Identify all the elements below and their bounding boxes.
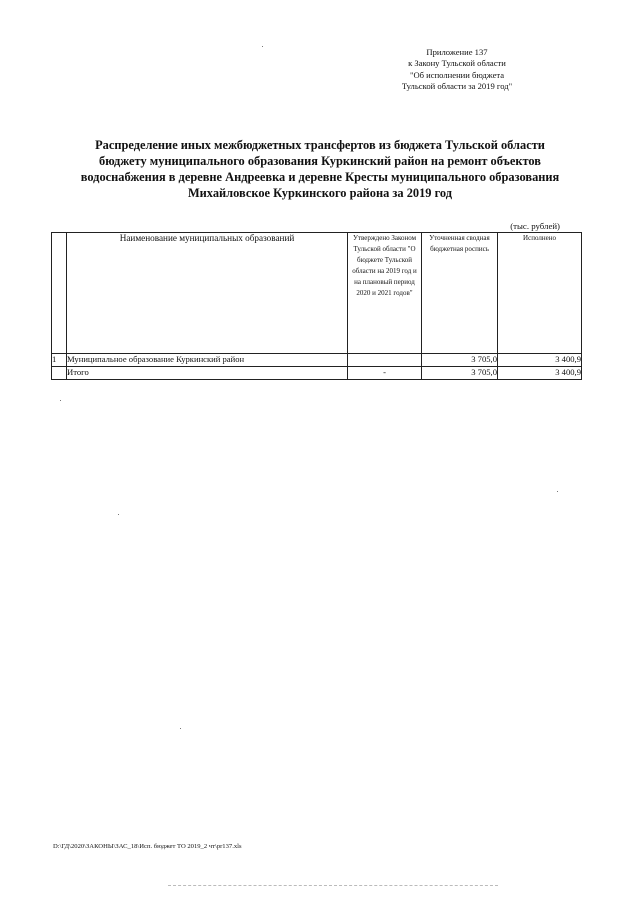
row-number: 1 [52,354,67,367]
header-approved: Утверждено Законом Тульской области "О бюджете Тульской области на 2019 год и на плановый период 2020 и 2021 годов" [348,233,422,354]
total-number [52,367,67,380]
appendix-line-2: к Закону Тульской области [408,58,506,69]
header-name: Наименование муниципальных образований [67,233,348,354]
title-line-3: водоснабжения в деревне Андреевка и деревне Кресты муниципального образования [80,170,560,184]
document-title [60,137,580,201]
total-refined: 3 705,0 [422,367,498,380]
scan-artifact-line [168,885,498,886]
file-path-footer: D:\ГД\2020\ЗАКОНЫ\ЗАС_18\Исп. бюджет ТО 2019_2 чт\pr137.xls [53,843,242,850]
appendix-line-3: "Об исполнении бюджета [409,69,505,80]
table-total-row [52,367,582,380]
title-line-4: Михайловское Куркинского района за 2019 год [187,186,453,200]
scan-speck [118,514,119,515]
total-approved: - [348,367,422,380]
appendix-line-4: Тульской области за 2019 год" [401,80,513,91]
header-number [52,233,67,354]
header-refined: Уточненная сводная бюджетная роспись [422,233,498,354]
units-label: (тыс. рублей) [510,221,560,231]
scan-speck [262,46,263,47]
table-header-row [52,233,582,354]
header-executed: Исполнено [498,233,582,354]
row-refined: 3 705,0 [422,354,498,367]
row-name: Муниципальное образование Куркинский район [67,354,348,367]
title-line-1: Распределение иных межбюджетных трансфертов из бюджета Тульской области [95,138,545,152]
appendix-line-1: Приложение 137 [426,47,488,57]
table-row [52,354,582,367]
scan-speck [557,491,558,492]
total-executed: 3 400,9 [498,367,582,380]
total-name: Итого [67,367,348,380]
row-approved [348,354,422,367]
appendix-header [392,47,522,92]
title-line-2: бюджету муниципального образования Куркинский район на ремонт объектов [99,154,541,168]
scan-speck [180,728,181,729]
row-executed: 3 400,9 [498,354,582,367]
scan-speck [60,400,61,401]
transfers-table [51,232,582,380]
